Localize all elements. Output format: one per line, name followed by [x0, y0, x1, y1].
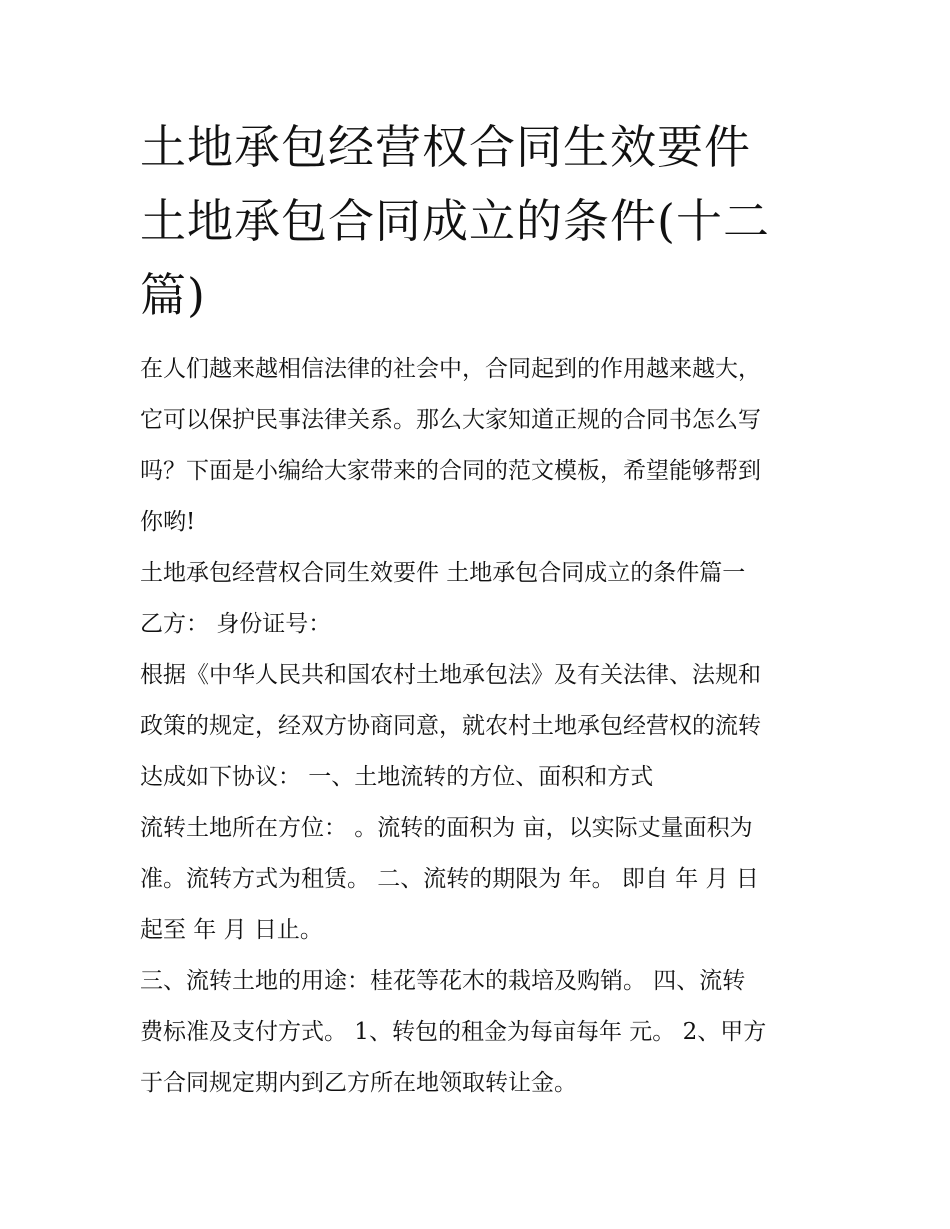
title-line: 篇): [140, 268, 206, 322]
text-line: 起至 年 月 日止。: [140, 917, 323, 943]
text-line: 乙方： 身份证号：: [140, 611, 332, 637]
text-line: 三、流转土地的用途：桂花等花木的栽培及购销。 四、流转: [140, 968, 746, 994]
text-line: 根据《中华人民共和国农村土地承包法》及有关法律、法规和: [140, 662, 761, 688]
usage-fee-paragraph: [140, 956, 816, 1109]
text-line: 准。流转方式为租赁。 二、流转的期限为 年。 即自 年 月 日: [140, 866, 759, 892]
text-line: 达成如下协议： 一、土地流转的方位、面积和方式: [140, 764, 654, 790]
text-line: 于合同规定期内到乙方所在地领取转让金。: [140, 1070, 577, 1096]
title-line: 土地承包合同成立的条件(十二: [140, 194, 770, 248]
document-title: [140, 110, 816, 332]
basis-paragraph: [140, 650, 816, 803]
location-term-paragraph: [140, 803, 816, 956]
title-line: 土地承包经营权合同生效要件: [140, 120, 751, 174]
text-line: 你哟!: [140, 509, 196, 535]
text-line: 政策的规定，经双方协商同意，就农村土地承包经营权的流转: [140, 713, 761, 739]
text-line: 流转土地所在方位： 。流转的面积为 亩，以实际丈量面积为: [140, 815, 753, 841]
text-line: 费标准及支付方式。 1、转包的租金为每亩每年 元。 2、甲方: [140, 1019, 767, 1045]
party-b-paragraph: [140, 599, 816, 650]
section-heading-paragraph: [140, 548, 816, 599]
text-line: 它可以保护民事法律关系。那么大家知道正规的合同书怎么写: [140, 407, 761, 433]
text-line: 吗？下面是小编给大家带来的合同的范文模板，希望能够帮到: [140, 458, 761, 484]
intro-paragraph: [140, 344, 816, 548]
text-line: 在人们越来越相信法律的社会中，合同起到的作用越来越大，: [140, 356, 761, 382]
text-line: 土地承包经营权合同生效要件 土地承包合同成立的条件篇一: [140, 560, 746, 586]
